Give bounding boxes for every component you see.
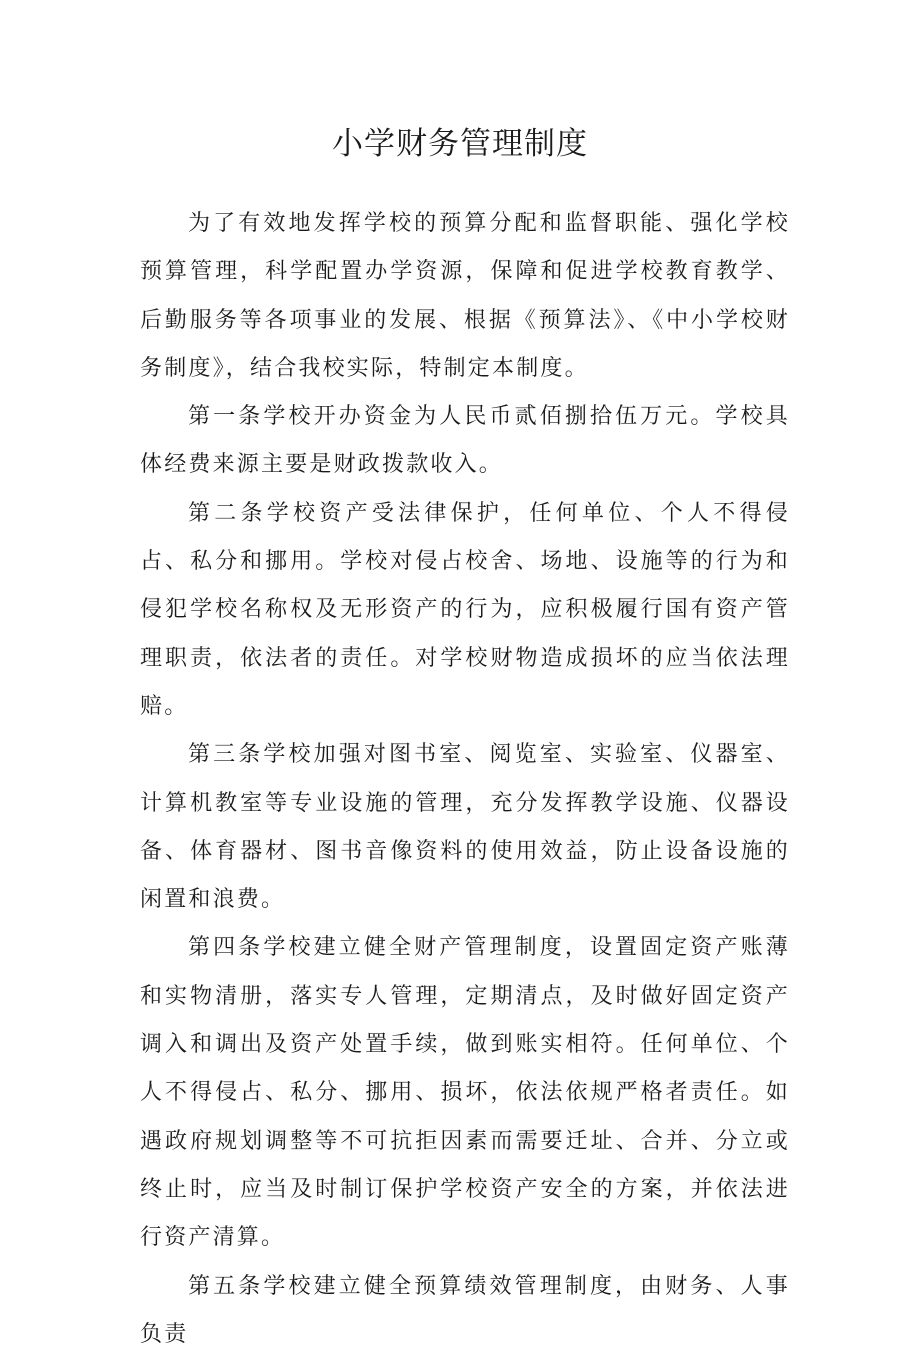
paragraph-preamble: 为了有效地发挥学校的预算分配和监督职能、强化学校预算管理，科学配置办学资源，保障和促进学校教育教学、后勤服务等各项事业的发展、根据《预算法》、《中小学校财务制度》，结合我校实际，特制定本制度。 xyxy=(140,211,790,381)
document-title: 小学财务管理制度 xyxy=(332,126,588,162)
document-body xyxy=(140,200,790,1359)
paragraph-article-5: 第五条学校建立健全预算绩效管理制度，由财务、人事负责 xyxy=(140,1273,790,1347)
paragraph-article-4: 第四条学校建立健全财产管理制度，设置固定资产账薄和实物清册，落实专人管理，定期清点，及时做好固定资产调入和调出及资产处置手续，做到账实相符。任何单位、个人不得侵占、私分、挪用、损坏，依法依规严格者责任。如遇政府规划调整等不可抗拒因素而需要迁址、合并、分立或终止时，应当及时制订保护学校资产安全的方案，并依法进行资产清算。 xyxy=(140,935,790,1251)
paragraph-article-2: 第二条学校资产受法律保护，任何单位、个人不得侵占、私分和挪用。学校对侵占校舍、场地、设施等的行为和侵犯学校名称权及无形资产的行为，应积极履行国有资产管理职责，依法者的责任。对学校财物造成损坏的应当依法理赔。 xyxy=(140,500,790,719)
paragraph-article-3: 第三条学校加强对图书室、阅览室、实验室、仪器室、计算机教室等专业设施的管理，充分发挥教学设施、仪器设备、体育器材、图书音像资料的使用效益，防止设备设施的闲置和浪费。 xyxy=(140,742,790,913)
paragraph-article-1: 第一条学校开办资金为人民币贰佰捌拾伍万元。学校具体经费来源主要是财政拨款收入。 xyxy=(140,404,790,478)
